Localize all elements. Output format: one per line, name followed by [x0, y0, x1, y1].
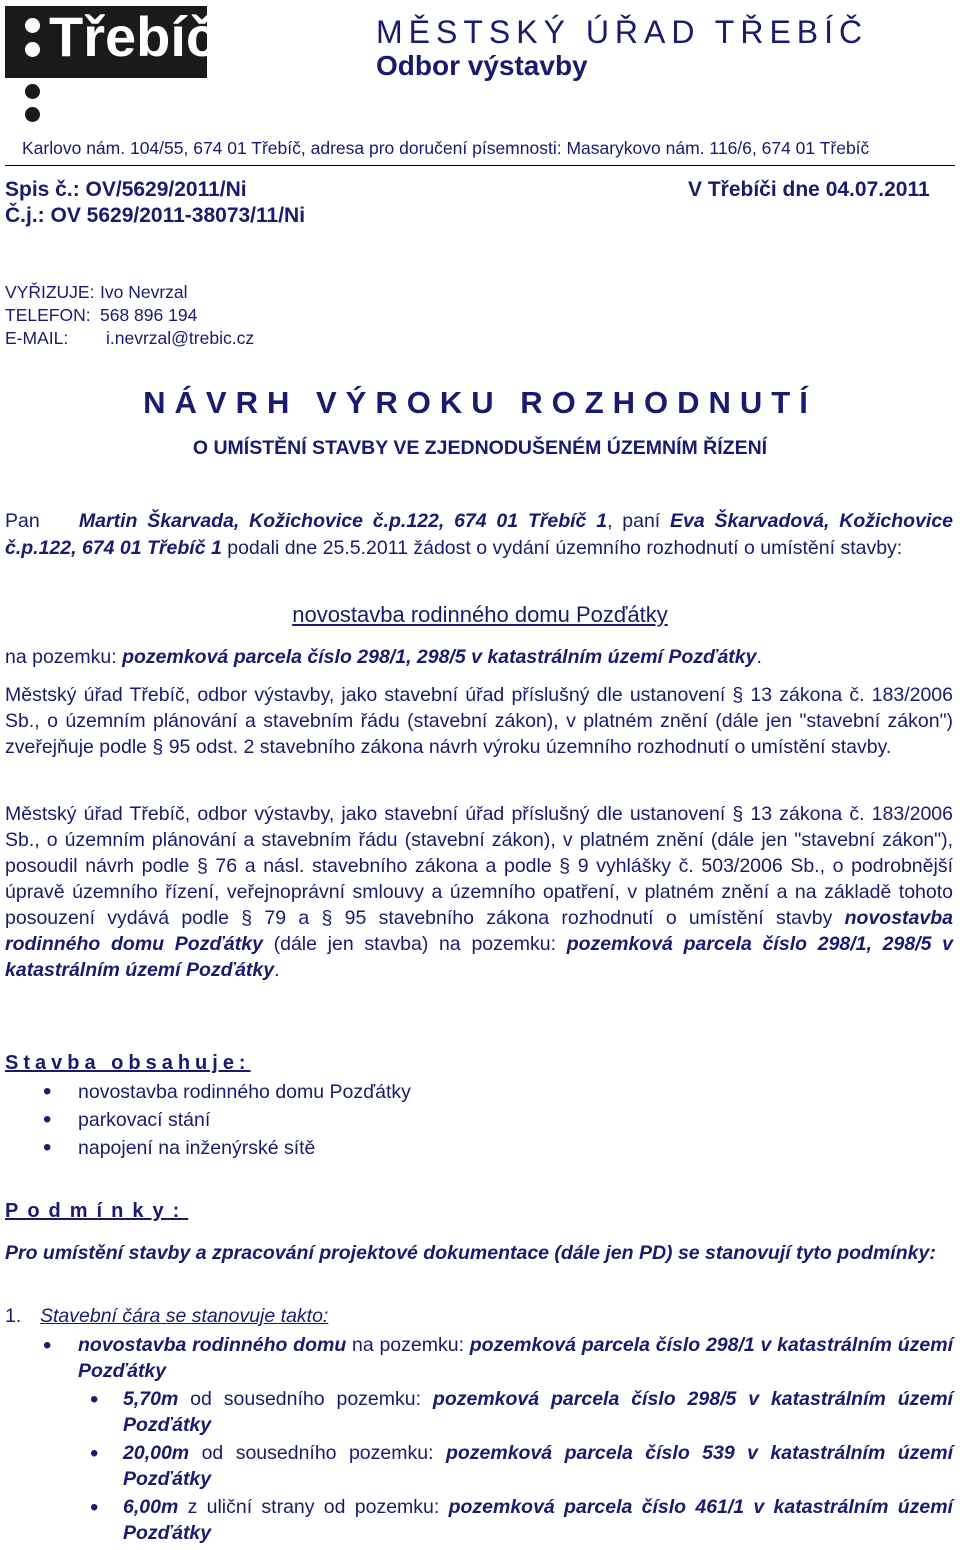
distance-parcel: pozemková parcela číslo 298/5 v katastrálním území Pozďátky	[123, 1388, 953, 1436]
list-item	[5, 1494, 953, 1546]
department-name: Odbor výstavby	[376, 50, 588, 81]
para2-project: novostavba rodinného domu Pozďátky	[5, 907, 953, 955]
email-address: i.nevrzal@trebic.cz	[106, 328, 255, 348]
para2-text: Městský úřad Třebíč, odbor výstavby, jako stavební úřad příslušný dle ustanovení § 13 zákona č. 183/2006 Sb., o územním plánování a stavebním řádu (stavební zákon), v platném znění (dále jen "stavební zákon"), posoudil návrh podle § 76 a násl. stavebního zákona a podle § 9 vyhlášky č. 503/2006 Sb., o podrobnější úpravě územního řízení, veřejnoprávní smlouvy a územního opatření, v platném znění a na základě tohoto posouzení vydává podle § 79 a § 95 stavebního zákona rozhodnutí o umístění stavby	[5, 803, 953, 929]
intro-rest: podali dne 25.5.2011 žádost o vydání územního rozhodnutí o umístění stavby:	[221, 537, 903, 559]
paragraph-2	[5, 801, 953, 983]
condition-1	[5, 1305, 328, 1328]
list-item	[5, 1440, 953, 1492]
parcel-prefix: na pozemku:	[5, 646, 123, 668]
conditions-intro: Pro umístění stavby a zpracování projektové dokumentace (dále jen PD) se stanovují tyto podmínky:	[5, 1242, 936, 1264]
office-name: MĚSTSKÝ ÚŘAD TŘEBÍČ	[376, 14, 869, 50]
phone-number: 568 896 194	[100, 305, 198, 325]
document-subtitle: O UMÍSTĚNÍ STAVBY VE ZJEDNODUŠENÉM ÚZEMNÍM ŘÍZENÍ	[192, 437, 768, 459]
logo-dot-icon	[25, 18, 40, 33]
logo-dot-icon	[25, 42, 40, 57]
contact-block	[5, 282, 254, 349]
intro-paragraph	[5, 508, 953, 562]
project-name: novostavba rodinného domu Pozďátky	[292, 602, 668, 627]
distance-parcel: pozemková parcela číslo 461/1 v katastrálním území Pozďátky	[123, 1496, 953, 1544]
phone-label: TELEFON:	[5, 305, 91, 325]
list-item: • parkovací stání	[5, 1106, 953, 1134]
parcel-line	[5, 644, 953, 670]
condition-1-list	[5, 1332, 953, 1384]
distance-value: 5,70m	[123, 1388, 179, 1410]
list-item	[5, 1332, 953, 1384]
office-address: Karlovo nám. 104/55, 674 01 Třebíč, adresa pro doručení písemnosti: Masarykovo nám. 116/6, 674 01 Třebíč	[22, 138, 870, 158]
condition-1-number: 1.	[5, 1305, 22, 1327]
paragraph-1: Městský úřad Třebíč, odbor výstavby, jako stavební úřad příslušný dle ustanovení § 13 zákona č. 183/2006 Sb., o územním plánování a stavebním řádu (stavební zákon), v platném znění (dále jen "stavební zákon") zveřejňuje podle § 95 odst. 2 stavebního zákona návrh výroku územního rozhodnutí o umístění stavby.	[5, 684, 953, 758]
distance-parcel: pozemková parcela číslo 539 v katastrálním území Pozďátky	[123, 1442, 953, 1490]
building-name: novostavba rodinného domu	[78, 1334, 347, 1356]
list-item: • novostavba rodinného domu Pozďátky	[5, 1078, 953, 1106]
distance-mid: z uliční strany od pozemku:	[178, 1496, 449, 1518]
parcel-ref: pozemková parcela číslo 298/1, 298/5 v katastrálním území Pozďátky	[122, 646, 757, 668]
reference-number: Č.j.: OV 5629/2011-38073/11/Ni	[5, 204, 306, 227]
city-logo	[5, 5, 218, 78]
applicant-1: Martin Škarvada, Kožichovice č.p.122, 674 01 Třebíč 1	[78, 510, 608, 532]
condition-1-title: Stavební čára se stanovuje takto:	[40, 1305, 329, 1327]
contents-list	[5, 1078, 953, 1162]
header-divider	[5, 165, 955, 166]
contents-heading: Stavba obsahuje:	[5, 1052, 251, 1074]
intro-pani: , paní	[607, 510, 661, 532]
parcel-suffix: .	[756, 646, 762, 668]
para2-mid: (dále jen stavba) na pozemku:	[262, 933, 567, 955]
distance-value: 6,00m	[123, 1496, 179, 1518]
handler-label: VYŘIZUJE:	[5, 282, 95, 302]
place-date: V Třebíči dne 04.07.2011	[688, 178, 930, 201]
distance-mid: od sousedního pozemku:	[189, 1442, 446, 1464]
handler-name: Ivo Nevrzal	[100, 282, 188, 302]
file-number: Spis č.: OV/5629/2011/Ni	[5, 178, 247, 201]
para2-end: .	[274, 959, 280, 981]
list-item: • napojení na inženýrské sítě	[5, 1134, 953, 1162]
list-item	[5, 1386, 953, 1438]
intro-pan: Pan	[5, 510, 40, 532]
para2-parcel: pozemková parcela číslo 298/1, 298/5 v katastrálním území Pozďátky	[5, 933, 953, 981]
email-label: E-MAIL:	[5, 328, 69, 348]
distance-list	[5, 1386, 953, 1546]
distance-value: 20,00m	[123, 1442, 190, 1464]
logo-dot-icon	[25, 84, 40, 99]
logo-dot-icon	[25, 107, 40, 122]
bullet-parcel: pozemková parcela číslo 298/1 v katastrálním území Pozďátky	[78, 1334, 954, 1382]
distance-mid: od sousedního pozemku:	[178, 1388, 433, 1410]
applicant-2: Eva Škarvadová, Kožichovice č.p.122, 674 01 Třebíč 1	[5, 510, 954, 559]
conditions-heading: Podmínky:	[5, 1200, 189, 1222]
bullet-mid: na pozemku:	[346, 1334, 470, 1356]
document-title: NÁVRH VÝROKU ROZHODNUTÍ	[143, 385, 817, 420]
logo-text: Třebíč	[49, 5, 218, 68]
